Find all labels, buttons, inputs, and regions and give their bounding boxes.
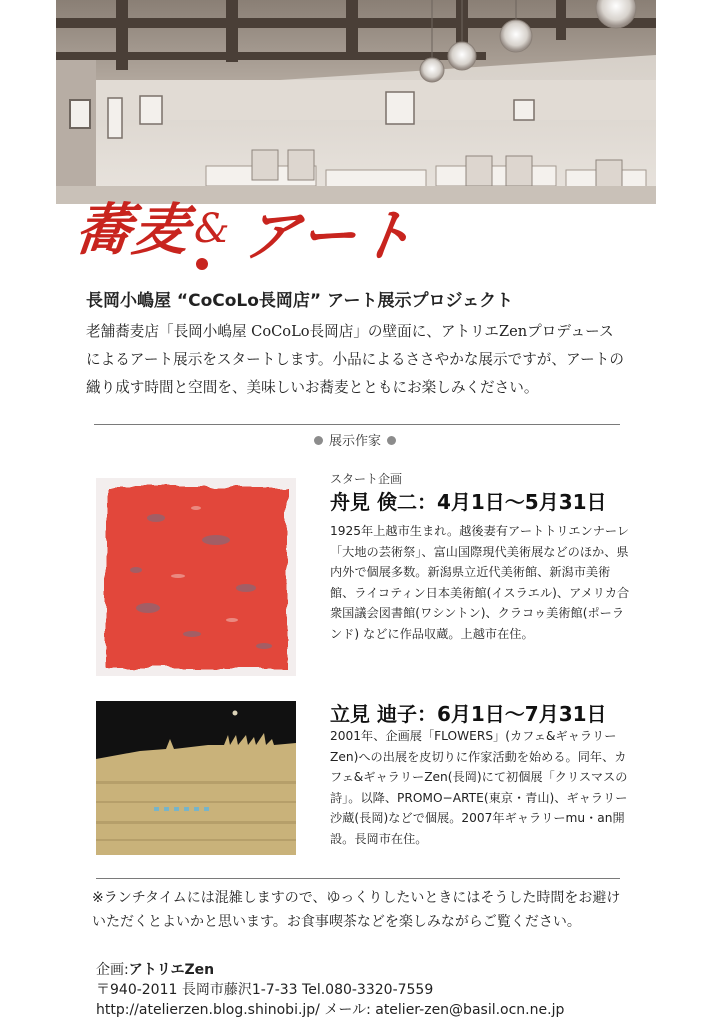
footer	[96, 960, 656, 1020]
title-soba: 蕎麦	[72, 197, 194, 263]
lunchtime-note: ※ランチタイムには混雑しますので、ゆっくりしたいときにはそうした時間をお避けいただくとよいかと思います。お食事喫茶などを楽しみながらご覧ください。	[92, 890, 621, 930]
footer-organizer	[96, 960, 656, 980]
subtitle: 長岡小嶋屋 “CoCoLo長岡店” アート展示プロジェクト	[86, 291, 514, 311]
artwork-funami-red-painting	[96, 478, 296, 676]
title-ampersand: &	[194, 206, 230, 252]
start-project-label: スタート企画	[330, 472, 403, 486]
divider-bottom	[96, 878, 620, 879]
artists-heading-label: 展示作家	[328, 434, 381, 449]
footer-web-contact[interactable]: http://atelierzen.blog.shinobi.jp/ メール: atelier-zen@basil.ocn.ne.jp	[96, 1002, 565, 1018]
intro-paragraph: 老舗蕎麦店「長岡小嶋屋 CoCoLo長岡店」の壁面に、アトリエZenプロデュースによるアート展示をスタートします。小品によるささやかな展示ですが、アートの織り成す時間と空間を、美味しいお蕎麦とともにお楽しみください。	[86, 323, 624, 396]
artist2-bio: 2001年、企画展「FLOWERS」(カフェ&ギャラリーZen)への出展を皮切りに作家活動を始める。同年、カフェ&ギャラリーZen(長岡)にて初個展「クリスマスの詩」。以降、PROMO−ARTE(東京・青山)、ギャラリー沙蔵(長岡)などで個展。2007年ギャラリーmu・an開設。長岡市在住。	[330, 729, 628, 846]
artist1-heading: 舟見 倹二：4月1日～5月31日	[330, 490, 607, 514]
gray-dot-icon	[314, 436, 323, 445]
restaurant-interior-photo	[56, 0, 656, 204]
footer-address: 〒940-2011 長岡市藤沢1-7-33 Tel.080-3320-7559	[96, 982, 434, 998]
gray-dot-icon	[387, 436, 396, 445]
red-dot-icon	[196, 258, 208, 270]
artist2-heading: 立見 迪子：6月1日～7月31日	[330, 702, 607, 726]
footer-organizer-prefix: 企画:	[96, 962, 129, 978]
title-art: アート	[238, 203, 421, 269]
artwork-tatsumi-painting	[96, 701, 296, 855]
artists-section-heading	[0, 430, 710, 449]
divider-top	[94, 424, 620, 425]
footer-organizer-name: アトリエZen	[128, 962, 215, 978]
artist1-bio: 1925年上越市生まれ。越後妻有アートトリエンナーレ「大地の芸術祭」、富山国際現代美術展などのほか、県内外で個展多数。新潟県立近代美術館、新潟市美術館、ライコティン日本美術館(イスラエル)、アメリカ合衆国議会図書館(ワシントン)、クラコゥ美術館(ポーランド) などに作品収蔵。上越市在住。	[330, 524, 630, 641]
